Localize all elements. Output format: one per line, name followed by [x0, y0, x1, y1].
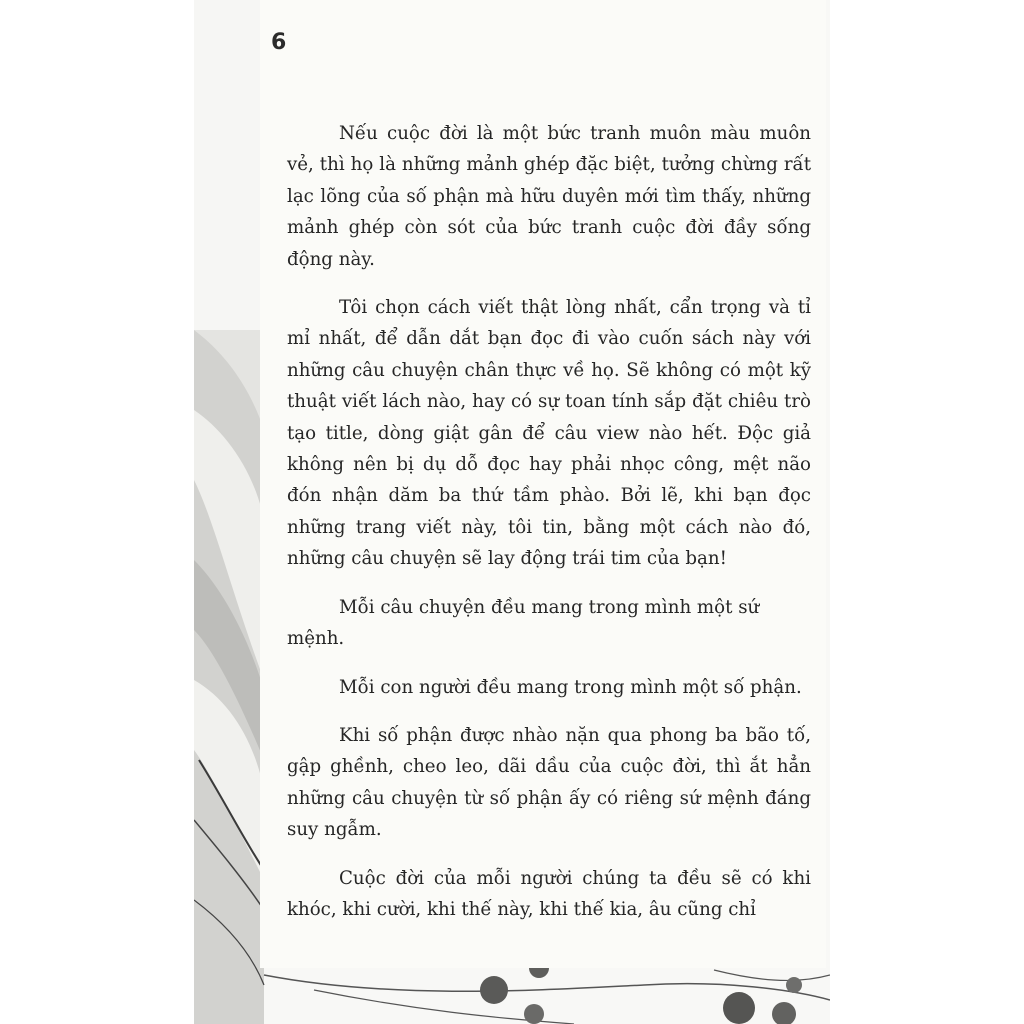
paragraph: Khi số phận được nhào nặn qua phong ba bão tố, gập ghềnh, cheo leo, dãi dầu của cuộc đời, thì ắt hẳn những câu chuyện từ số phận ấy có riêng sứ mệnh đáng suy ngẫm. — [287, 724, 811, 841]
page-number: 6 — [271, 30, 287, 55]
body-text — [287, 118, 811, 925]
paragraph: Mỗi con người đều mang trong mình một số phận. — [339, 676, 802, 698]
paragraph: Nếu cuộc đời là một bức tranh muôn màu muôn vẻ, thì họ là những mảnh ghép đặc biệt, tưởng chừng rất lạc lõng của số phận mà hữu duyên mới tìm thấy, những mảnh ghép còn sót của bức tranh cuộc đời đầy sống động này. — [287, 123, 811, 270]
paragraph: Tôi chọn cách viết thật lòng nhất, cẩn trọng và tỉ mỉ nhất, để dẫn dắt bạn đọc đi vào cuốn sách này với những câu chuyện chân thực về họ. Sẽ không có một kỹ thuật viết lách nào, hay có sự toan tính sắp đặt chiêu trò tạo title, dòng giật gân để câu view nào hết. Độc giả không nên bị dụ dỗ đọc hay phải nhọc công, mệt não đón nhận dăm ba thứ tầm phào. Bởi lẽ, khi bạn đọc những trang viết này, tôi tin, bằng một cách nào đó, những câu chuyện sẽ lay động trái tim của bạn! — [287, 297, 811, 570]
paragraph: Cuộc đời của mỗi người chúng ta đều sẽ có khi khóc, khi cười, khi thế này, khi thế kia, âu cũng chỉ — [287, 867, 811, 920]
paragraph: Mỗi câu chuyện đều mang trong mình một sứ mệnh. — [287, 596, 760, 650]
